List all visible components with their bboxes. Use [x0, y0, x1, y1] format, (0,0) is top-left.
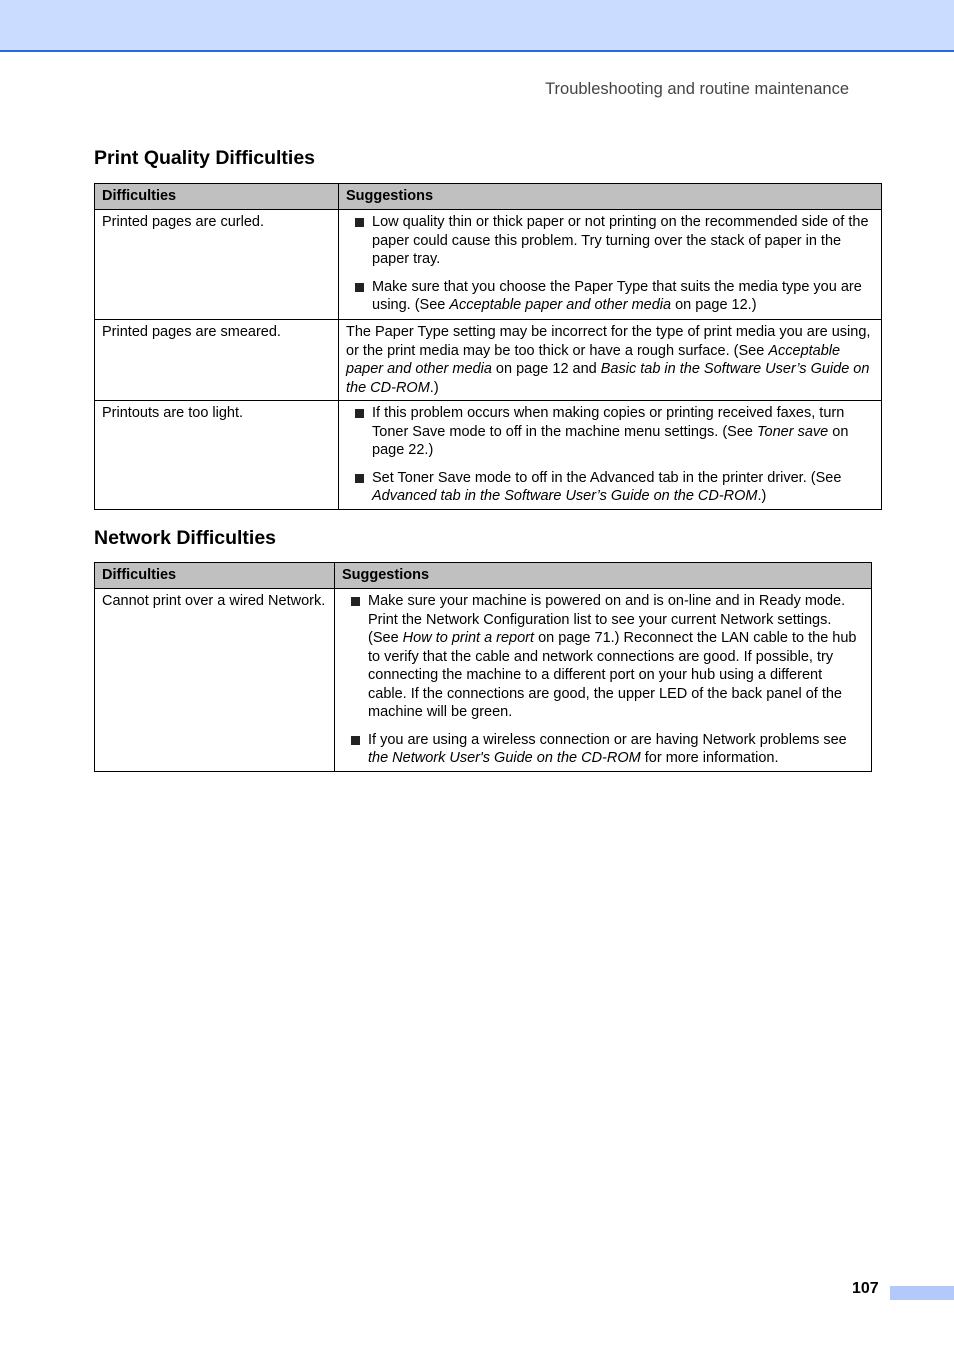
text-run: on page 12.) [671, 297, 757, 313]
section-title-network: Network Difficulties [94, 527, 277, 549]
square-bullet-icon [351, 597, 360, 606]
suggestion-text [372, 470, 841, 505]
table-row [95, 320, 882, 401]
network-table [94, 562, 872, 772]
square-bullet-icon [355, 218, 364, 227]
text-run: Low quality thin or thick paper or not printing on the recommended side of the paper could cause this problem. Try turning over the stack of paper in the paper tray. [372, 214, 869, 267]
difficulty-cell: Printed pages are curled. [95, 210, 339, 320]
suggestion-text [368, 593, 857, 720]
column-header-difficulties: Difficulties [95, 563, 335, 589]
suggestion-item [342, 592, 864, 722]
column-header-difficulties: Difficulties [95, 184, 339, 210]
italic-reference: Advanced tab in the Software User’s Guide on the CD-ROM [372, 488, 758, 504]
square-bullet-icon [355, 283, 364, 292]
suggestion-text [372, 279, 862, 314]
suggestion-paragraph [346, 323, 874, 397]
square-bullet-icon [355, 474, 364, 483]
suggestion-cell [339, 401, 882, 510]
text-run: If this problem occurs when making copies or printing received faxes, turn Toner Save mode to off in the machine menu settings. (See [372, 405, 845, 440]
suggestion-item [346, 278, 874, 315]
text-run: for more information. [640, 750, 779, 766]
table-header-row [95, 563, 872, 589]
square-bullet-icon [355, 409, 364, 418]
suggestion-cell [339, 210, 882, 320]
text-run: .) [757, 488, 767, 504]
table-row [95, 401, 882, 510]
difficulty-cell: Printouts are too light. [95, 401, 339, 510]
suggestion-list [346, 213, 874, 315]
text-run: .) [429, 379, 439, 396]
difficulty-cell: Printed pages are smeared. [95, 320, 339, 401]
text-run: Make sure that you choose the Paper Type that suits the media type you are using. (See [372, 278, 862, 313]
suggestion-text [372, 405, 848, 458]
text-run: If you are using a wireless connection or are having Network problems see [368, 731, 847, 748]
square-bullet-icon [351, 736, 360, 745]
text-run: on page 12 and [491, 361, 601, 377]
column-header-suggestions: Suggestions [339, 184, 882, 210]
text-run: The Paper Type setting may be incorrect for the type of print media you are using, or the print media may be too thick or have a rough surface. (See [346, 324, 871, 359]
suggestion-cell [339, 320, 882, 401]
table-row [95, 589, 872, 772]
difficulty-cell: Cannot print over a wired Network. [95, 589, 335, 772]
italic-reference: How to print a report [402, 630, 535, 646]
italic-reference: Basic tab in the Software User’s Guide on the CD-ROM [346, 361, 870, 396]
page-number: 107 [852, 1280, 879, 1297]
suggestion-list [346, 404, 874, 506]
table-row [95, 210, 882, 320]
suggestion-item [346, 213, 874, 269]
suggestion-item [342, 731, 864, 768]
suggestion-item [346, 469, 874, 506]
running-header: Troubleshooting and routine maintenance [545, 80, 849, 98]
table-header-row [95, 184, 882, 210]
text-run: on page 71.) Reconnect the LAN cable to the hub to verify that the cable and network connections are good. If possible, try connecting the machine to a different port on your hub using a different cable. If the connections are good, the upper LED of the back panel of the machine will be green. [368, 630, 857, 720]
section-title-print-quality: Print Quality Difficulties [94, 147, 316, 169]
text-run: Set Toner Save mode to off in the Advanced tab in the printer driver. (See [372, 469, 842, 486]
suggestion-text [372, 214, 869, 267]
italic-reference: Acceptable paper and other media [346, 342, 841, 377]
italic-reference: the Network User's Guide on the CD-ROM [368, 750, 641, 766]
text-run: Make sure your machine is powered on and is on-line and in Ready mode. Print the Network Configuration list to see your current Network settings. (See [368, 593, 846, 646]
suggestion-item [346, 404, 874, 460]
print-quality-table [94, 183, 882, 510]
suggestion-text [368, 732, 847, 767]
italic-reference: Acceptable paper and other media [449, 297, 672, 313]
suggestion-cell [335, 589, 872, 772]
italic-reference: Toner save [757, 423, 829, 440]
suggestion-list [342, 592, 864, 768]
column-header-suggestions: Suggestions [335, 563, 872, 589]
top-color-band [0, 0, 954, 52]
text-run: on page 22.) [372, 423, 849, 458]
page-tab-marker [890, 1286, 954, 1300]
